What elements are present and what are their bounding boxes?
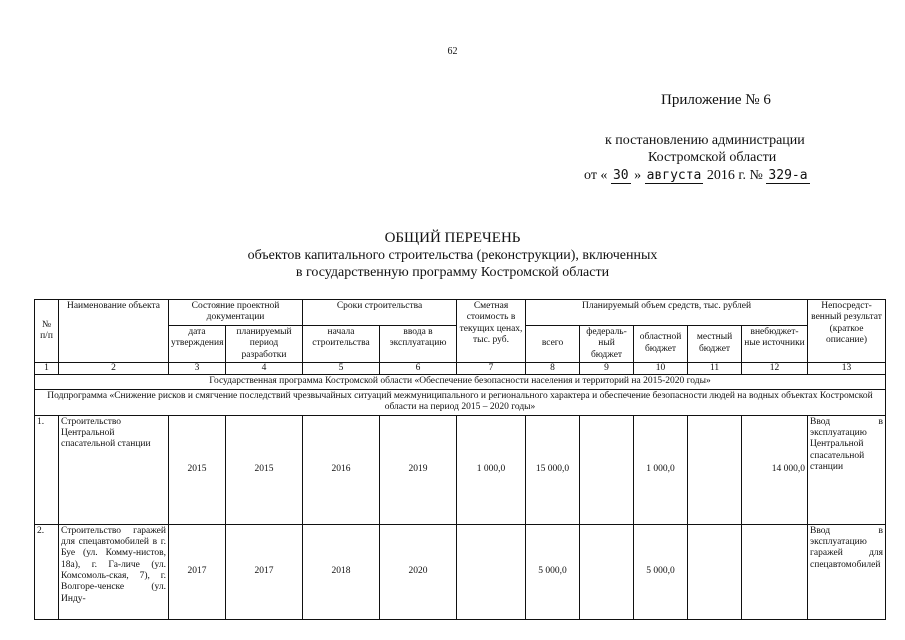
row-federal <box>580 415 634 524</box>
col-number: 12 <box>742 362 808 374</box>
header-local: местный бюджет <box>688 325 742 362</box>
row-result: Ввод в эксплуатацию гаражей для спецавтомобилей <box>808 524 886 619</box>
col-number: 13 <box>808 362 886 374</box>
header-regional: областной бюджет <box>634 325 688 362</box>
row-local <box>688 415 742 524</box>
program-title: Государственная программа Костромской области «Обеспечение безопасности населения и территорий на 2015-2020 годы» <box>35 375 886 389</box>
col-number: 1 <box>35 362 59 374</box>
row-regional: 5 000,0 <box>634 524 688 619</box>
col-number: 11 <box>688 362 742 374</box>
reference-quote-close: » <box>634 168 642 183</box>
header-planned-funds: Планируемый объем средств, тыс. рублей <box>526 300 808 326</box>
document-subtitle-1: объектов капитального строительства (реконструкции), включенных <box>247 248 658 263</box>
header-design-status: Состояние проектной документации <box>169 300 303 326</box>
col-number: 2 <box>59 362 169 374</box>
row-regional: 1 000,0 <box>634 415 688 524</box>
row-local <box>688 524 742 619</box>
col-number: 5 <box>303 362 380 374</box>
reference-year: 2016 г. № <box>706 168 763 183</box>
row-approval-date: 2015 <box>169 415 226 524</box>
header-num: № п/п <box>35 300 59 363</box>
appendix-title: Приложение № 6 <box>661 92 771 108</box>
row-planned-period: 2017 <box>226 524 303 619</box>
header-total: всего <box>526 325 580 362</box>
row-estimated-cost: 1 000,0 <box>457 415 526 524</box>
reference-day: 30 <box>612 168 629 183</box>
row-offbudget <box>742 524 808 619</box>
row-commissioning: 2019 <box>380 415 457 524</box>
page-number: 62 <box>447 46 458 57</box>
col-number: 6 <box>380 362 457 374</box>
row-federal <box>580 524 634 619</box>
reference-prefix: от « <box>584 168 608 183</box>
header-result: Непосредст-венный результат (краткое описание) <box>808 300 886 363</box>
row-start: 2018 <box>303 524 380 619</box>
row-offbudget: 14 000,0 <box>742 415 808 524</box>
col-number: 7 <box>457 362 526 374</box>
row-estimated-cost <box>457 524 526 619</box>
reference-number: 329-а <box>768 168 808 183</box>
row-total: 5 000,0 <box>526 524 580 619</box>
header-federal: федераль-ный бюджет <box>580 325 634 362</box>
reference-line-2: Костромской области <box>648 150 777 165</box>
table-row <box>35 415 886 524</box>
row-start: 2016 <box>303 415 380 524</box>
col-number: 3 <box>169 362 226 374</box>
reference-month: августа <box>646 168 702 183</box>
row-num: 1. <box>35 415 59 524</box>
header-offbudget: внебюджет-ные источники <box>742 325 808 362</box>
col-number: 8 <box>526 362 580 374</box>
row-planned-period: 2015 <box>226 415 303 524</box>
row-approval-date: 2017 <box>169 524 226 619</box>
subprogram-title: Подпрограмма «Снижение рисков и смягчение последствий чрезвычайных ситуаций межмуниципального и регионального характера и обеспечение безопасности людей на водных объектах Костромской области на период 2015 – 2020 годы» <box>35 389 886 415</box>
header-planned-period: планируемый период разработки <box>226 325 303 362</box>
reference-line-3 <box>584 168 810 184</box>
header-start: начала строительства <box>303 325 380 362</box>
col-number: 9 <box>580 362 634 374</box>
header-construction-terms: Сроки строительства <box>303 300 457 326</box>
header-approval-date: дата утверждения <box>169 325 226 362</box>
row-name: Строительство Центральной спасательной станции <box>59 415 169 524</box>
col-number: 4 <box>226 362 303 374</box>
row-total: 15 000,0 <box>526 415 580 524</box>
row-num: 2. <box>35 524 59 619</box>
row-commissioning: 2020 <box>380 524 457 619</box>
row-result: Ввод в эксплуатацию Центральной спасательной станции <box>808 415 886 524</box>
reference-line-1: к постановлению администрации <box>605 133 805 148</box>
header-estimated-cost: Сметная стоимость в текущих ценах, тыс. руб. <box>457 300 526 363</box>
header-commissioning: ввода в эксплуатацию <box>380 325 457 362</box>
objects-table <box>34 299 886 620</box>
table-row <box>35 524 886 619</box>
header-name: Наименование объекта <box>59 300 169 363</box>
row-name: Строительство гаражей для спецавтомобилей в г. Буе (ул. Комму-нистов, 18а), г. Га-личе (ул. Комсомоль-ская, 7), г. Волгоре-ченске (ул. Инду- <box>59 524 169 619</box>
col-number: 10 <box>634 362 688 374</box>
document-subtitle-2: в государственную программу Костромской области <box>295 265 610 280</box>
document-title: ОБЩИЙ ПЕРЕЧЕНЬ <box>384 230 521 246</box>
